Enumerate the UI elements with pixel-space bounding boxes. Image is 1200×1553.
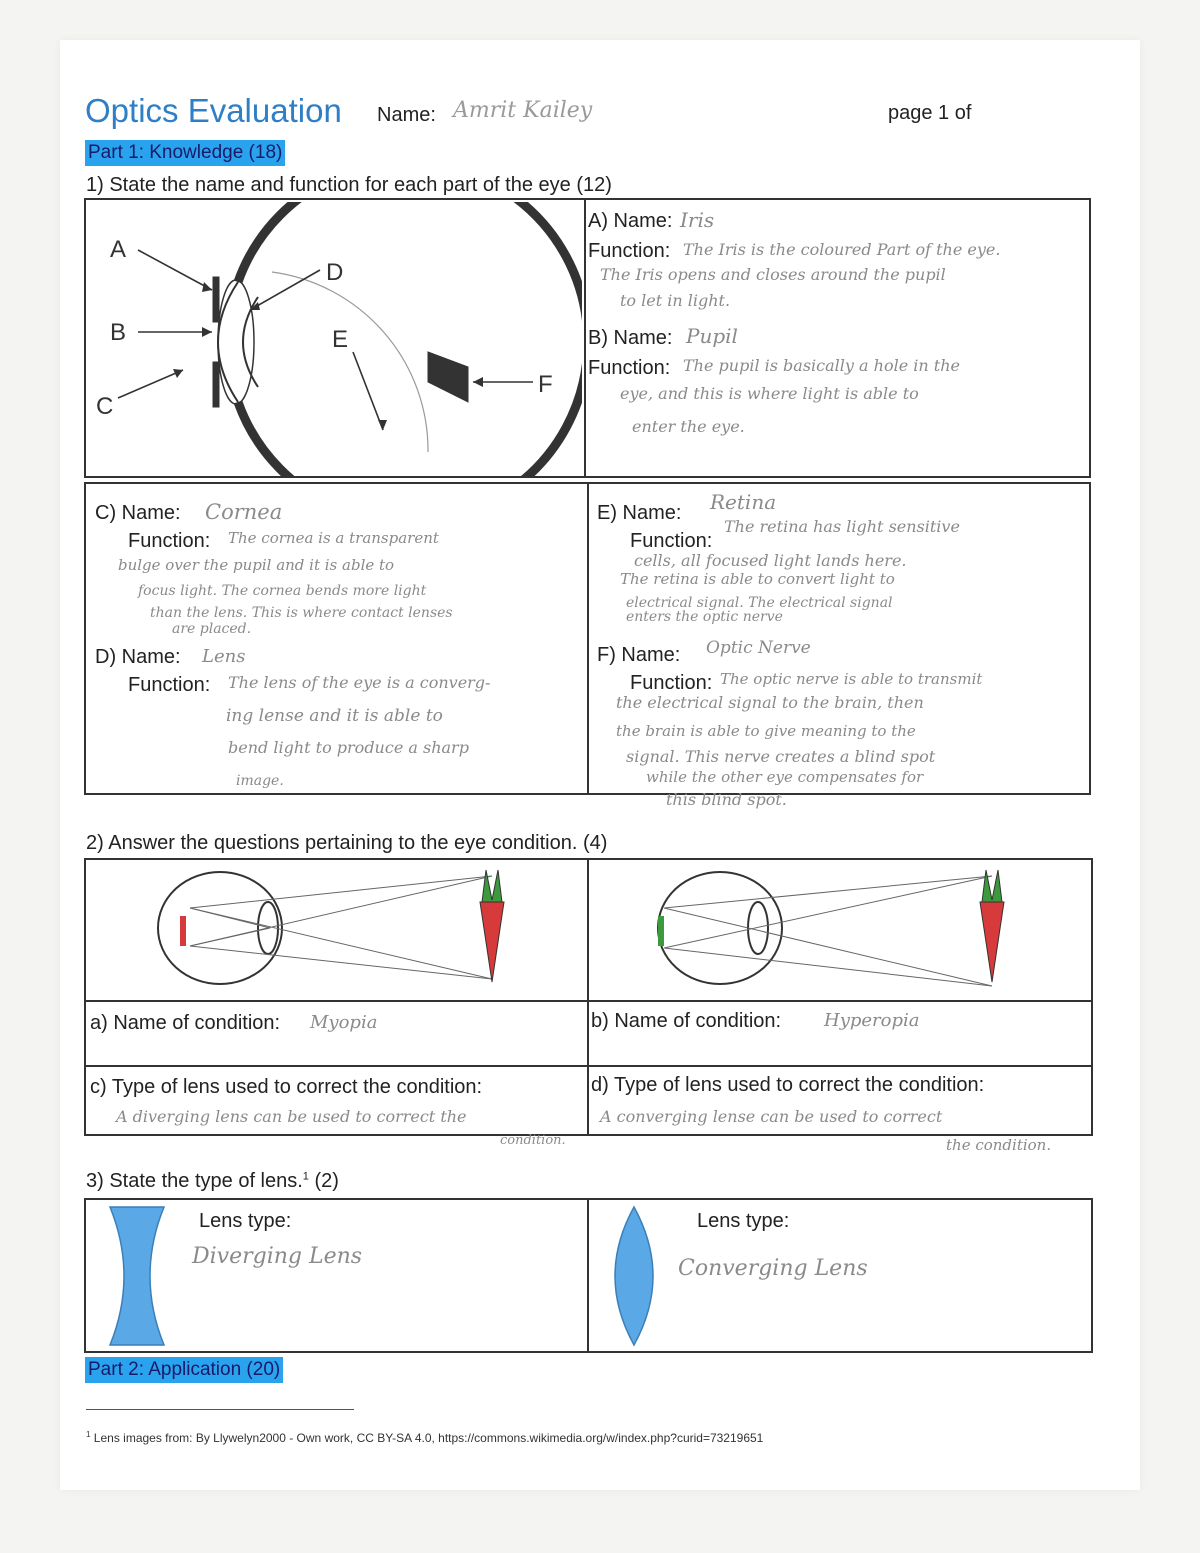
e-function-label: Function: [630,530,713,552]
e-function-line4: electrical signal. The electrical signal [626,595,893,611]
f-function-line2: the electrical signal to the brain, then [616,693,924,712]
page-number: page 1 of [888,102,972,124]
part2-heading: Part 2: Application (20) [85,1357,283,1383]
f-function-line3: the brain is able to give meaning to the [616,722,916,740]
c-function-line5: are placed. [172,621,252,637]
q2a-answer: Myopia [310,1012,378,1033]
c-function-line1: The cornea is a transparent [228,529,439,547]
converging-lens-image [604,1205,664,1347]
a-name-label: A) Name: [588,210,673,232]
footnote-marker: 1 [302,1170,309,1183]
carrot-icon [480,902,504,982]
c-name-label: C) Name: [95,502,181,524]
page-title: Optics Evaluation [85,92,342,129]
d-name-label: D) Name: [95,646,181,668]
e-name-value: Retina [710,490,777,514]
a-function-line2: The Iris opens and closes around the pupil [600,265,946,284]
name-label: Name: [377,104,436,126]
f-name-value: Optic Nerve [706,638,811,658]
c-function-line3: focus light. The cornea bends more light [138,583,427,599]
b-function-label: Function: [588,357,671,379]
q2d-answer-line2: the condition. [946,1136,1052,1154]
iris-top [213,277,219,322]
q2c-answer-line2: condition. [500,1133,566,1148]
f-name-label: F) Name: [597,644,681,666]
e-name-label: E) Name: [597,502,682,524]
b-name-label: B) Name: [588,327,673,349]
question-3-points: (2) [308,1170,339,1192]
c-name-value: Cornea [205,500,283,524]
d-name-value: Lens [202,646,246,667]
divider [587,1198,589,1353]
myopia-eye-diagram [150,864,520,994]
q2c-answer-line1: A diverging lens can be used to correct the [116,1107,467,1126]
diverging-lens-image [106,1205,168,1347]
a-name-value: Iris [680,208,715,232]
divider [584,198,586,478]
inverted-image-icon [658,916,664,946]
e-function-line3: The retina is able to convert light to [620,570,895,588]
question-2-prompt: 2) Answer the questions pertaining to the eye condition. (4) [86,832,608,854]
label-a: A [110,236,127,263]
left-lens-type-answer: Diverging Lens [192,1244,363,1269]
footnote [86,1430,763,1445]
eyeball-outline [238,202,582,476]
cornea-shape [218,282,238,402]
label-f: F [538,371,553,398]
q2b-answer: Hyperopia [824,1010,920,1031]
footnote-mark: 1 [86,1430,91,1439]
pointer-e [353,352,383,430]
pointer-a [138,250,212,290]
f-function-line1: The optic nerve is able to transmit [720,670,983,688]
f-function-label: Function: [630,672,713,694]
f-function-line6: this blind spot. [666,790,787,809]
b-function-line3: enter the eye. [632,417,745,436]
q2a-label: a) Name of condition: [90,1012,281,1034]
c-function-label: Function: [128,530,211,552]
e-function-line1: The retina has light sensitive [724,517,960,536]
lens-shape [218,280,254,404]
carrot-leaves-icon [982,870,1002,902]
left-lens-type-label: Lens type: [199,1210,292,1232]
question-3-text: 3) State the type of lens. [86,1170,303,1192]
divider [587,858,589,1136]
f-function-line5: while the other eye compensates for [646,768,924,786]
a-function-line1: The Iris is the coloured Part of the eye. [683,240,1001,259]
f-function-line4: signal. This nerve creates a blind spot [626,747,936,766]
d-function-line2: ing lense and it is able to [226,706,443,726]
pointer-d [250,270,320,310]
q2c-label: c) Type of lens used to correct the condition: [90,1076,483,1098]
question-3-prompt [86,1170,339,1193]
hyperopia-eye-diagram [650,864,1020,994]
d-function-line1: The lens of the eye is a converg- [228,673,491,692]
e-function-line2: cells, all focused light lands here. [634,551,907,570]
d-function-label: Function: [128,674,211,696]
b-function-line2: eye, and this is where light is able to [620,384,919,403]
eye-diagram [88,202,582,476]
carrot-icon [980,902,1004,982]
e-function-line5: enters the optic nerve [626,609,783,625]
c-function-line2: bulge over the pupil and it is able to [118,556,395,574]
student-name: Amrit Kailey [453,98,593,123]
a-function-label: Function: [588,240,671,262]
iris-bottom [213,362,219,407]
label-b: B [110,319,127,346]
c-function-line4: than the lens. This is where contact lenses [150,605,453,621]
label-e: E [332,326,349,353]
b-name-value: Pupil [686,324,738,348]
a-function-line3: to let in light. [620,291,731,310]
divider [587,482,589,795]
right-lens-type-answer: Converging Lens [678,1256,868,1281]
q2b-label: b) Name of condition: [591,1010,782,1032]
right-lens-type-label: Lens type: [697,1210,790,1232]
pointer-c [118,370,183,398]
b-function-line1: The pupil is basically a hole in the [683,356,960,375]
question-1-prompt: 1) State the name and function for each part of the eye (12) [86,174,612,196]
part1-heading: Part 1: Knowledge (18) [85,140,285,166]
d-function-line3: bend light to produce a sharp [228,738,469,757]
divider [84,1000,1093,1002]
q2d-label: d) Type of lens used to correct the condition: [591,1074,985,1096]
inverted-image-icon [180,916,186,946]
label-d: D [326,259,344,286]
label-c: C [96,393,114,420]
footnote-rule [86,1409,354,1410]
q2d-answer-line1: A converging lense can be used to correct [600,1107,943,1126]
divider [84,1065,1093,1067]
d-function-line4: image. [236,773,284,789]
footnote-text: Lens images from: By Llywelyn2000 - Own work, CC BY-SA 4.0, https://commons.wikimedia.org/w/index.php?curid=73219651 [93,1431,764,1445]
optic-nerve-shape [428,352,468,402]
carrot-leaves-icon [482,870,502,902]
